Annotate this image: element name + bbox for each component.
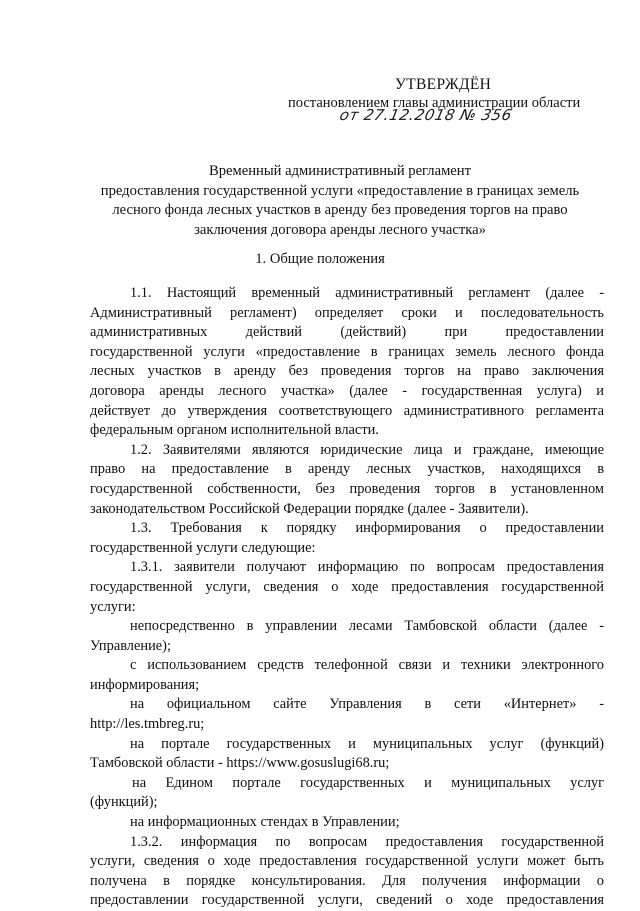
paragraph-line: информирования; [90,676,200,693]
paragraph-line: Административный регламент) определяет сроки и последовательность [90,304,604,321]
title-line: лесного фонда лесных участков в аренду без проведения торгов на право [112,202,568,218]
paragraph-line: 1.3.2. информация по вопросам предоставления государственной [130,833,604,850]
paragraph-line: получена в порядке консультирования. Для получения информации о [90,872,604,889]
paragraph-line: 1.2. Заявителями являются юридические лица и граждане, имеющие [130,441,604,458]
paragraph-line: государственной услуги «предоставление в границах земель лесного фонда [90,343,604,360]
paragraph-line: услуги, сведения о ходе предоставления государственной услуги может быть [90,853,604,870]
handwritten-date-number: от 27.12.2018 № 356 [338,106,514,124]
paragraph-line: Тамбовской области - https://www.gosuslugi68.ru; [90,755,390,772]
paragraph-line: 1.1. Настоящий временный административный регламент (далее - [130,285,604,301]
title-line: Временный административный регламент [209,163,471,179]
paragraph-line: Управление); [90,637,171,654]
paragraph-line: на Едином портале государственных и муниципальных услуг [132,774,604,791]
document-body [90,284,604,911]
document-title [60,162,620,240]
paragraph-line: предоставлении государственной услуги, сведений о ходе предоставления [90,892,604,909]
paragraph-line: (функций); [90,794,158,811]
paragraph-line: непосредственно в управлении лесами Тамбовской области (далее - [130,618,604,635]
paragraph-line: законодательством Российской Федерации порядке (далее - Заявители). [90,500,529,517]
paragraph-line: государственной собственности, без проведения торгов в установленном [90,480,604,497]
title-line: заключения договора аренды лесного участка» [194,221,486,238]
paragraph-line: административных действий (действий) при предоставлении [90,324,604,341]
paragraph-line: государственной услуги, сведения о ходе предоставления государственной [90,578,604,595]
paragraph-line: услуги: [90,598,136,615]
paragraph-line: действует до утверждения соответствующего административного регламента [90,402,604,419]
paragraph-line: на информационных стендах в Управлении; [130,814,400,831]
paragraph-line: на официальном сайте Управления в сети «Интернет» - [130,696,604,713]
approval-subtitle: постановлением главы администрации области [288,95,581,111]
paragraph-line: http://les.tmbreg.ru; [90,716,205,733]
paragraph-line: государственной услуги следующие: [90,539,316,556]
paragraph-line: договора аренды лесного участка» (далее - государственная услуга) и [90,382,604,399]
approval-title: УТВЕРЖДЁН [395,76,492,93]
paragraph-line: с использованием средств телефонной связи и техники электронного [130,657,604,674]
paragraph-line: на портале государственных и муниципальных услуг (функций) [130,735,604,752]
title-line: предоставления государственной услуги «предоставление в границах земель [100,182,580,199]
paragraph-line: 1.3.1. заявители получают информацию по вопросам предоставления [130,559,604,576]
paragraph-line: право на предоставление в аренду лесных участков, находящихся в [90,461,604,478]
section-heading: 1. Общие положения [255,251,385,267]
paragraph-line: 1.3. Требования к порядку информирования о предоставлении [130,520,604,537]
paragraph-line: лесных участков в аренду без проведения торгов на право заключения [90,363,604,380]
paragraph-line: федеральным органом исполнительной власти. [90,422,379,439]
